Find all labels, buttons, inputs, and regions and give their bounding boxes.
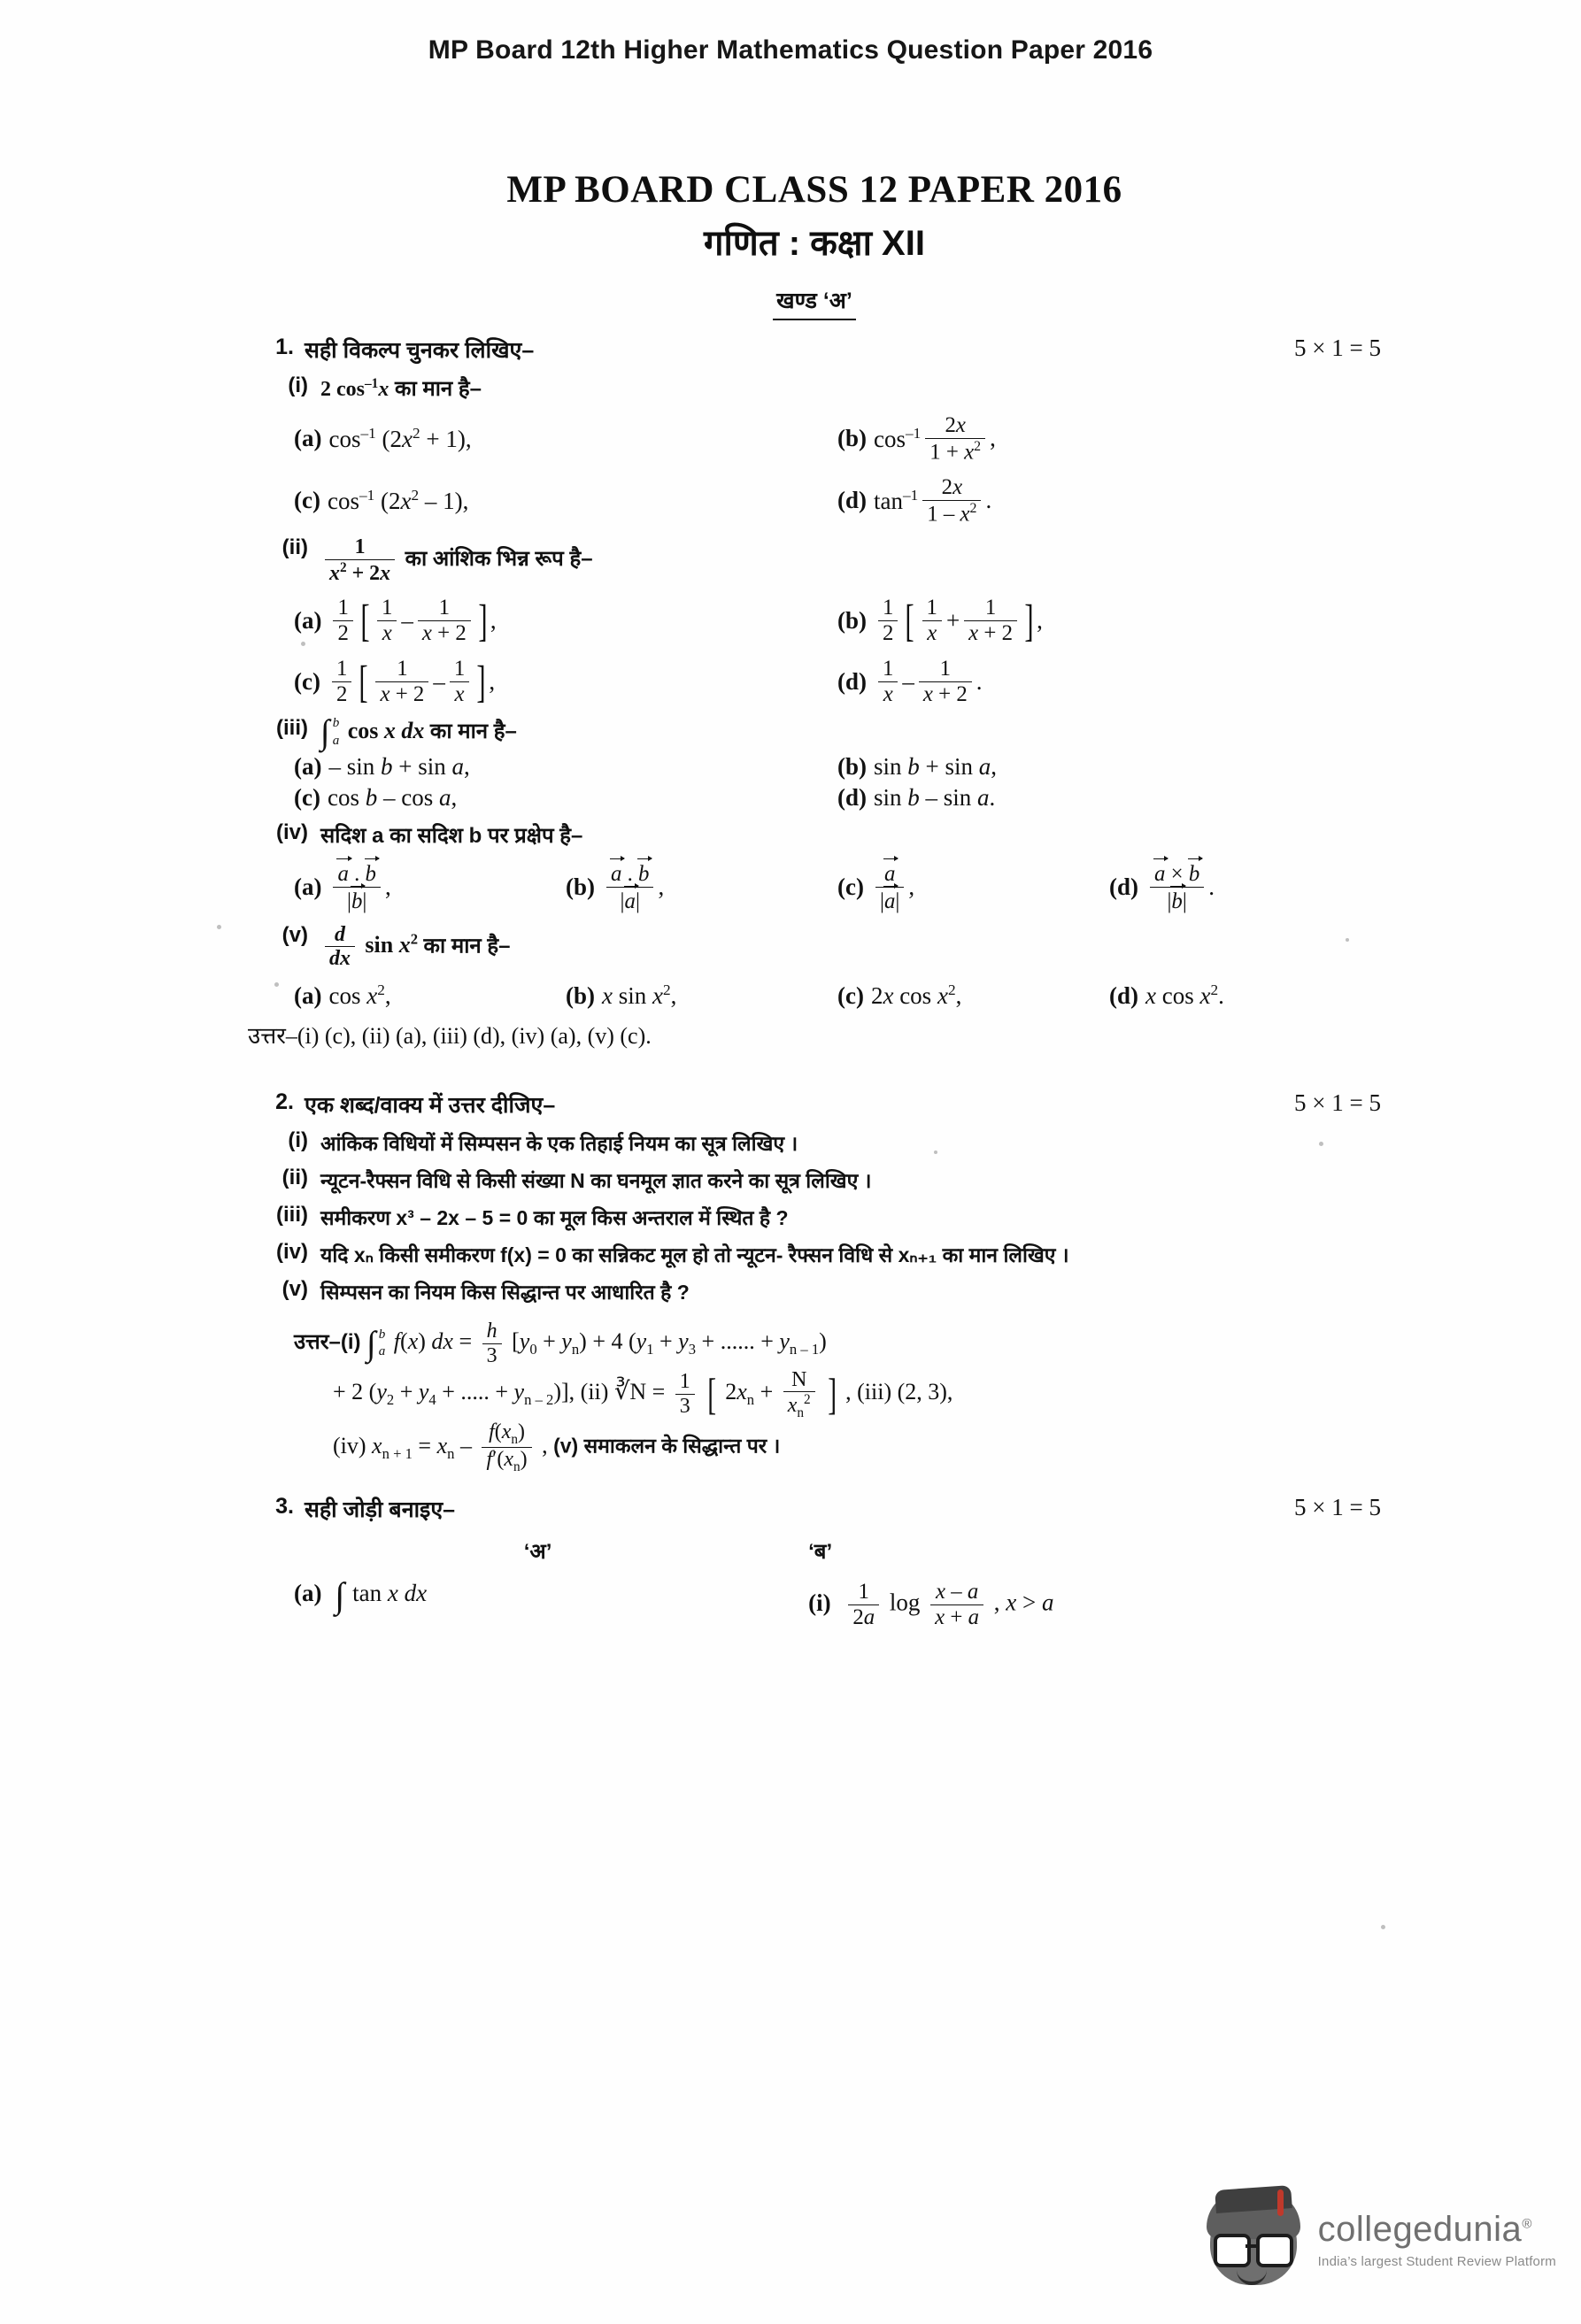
q1-item-ii-label: (ii) xyxy=(281,535,308,559)
q3-marks: 5 × 1 = 5 xyxy=(1294,1494,1381,1521)
q1-item-v: (v) $\frac{d}{dx}$ $\sin x^2$ का मान है– xyxy=(248,923,1381,972)
q3-row-b[interactable]: (i) $\frac{1}{2a}$ log $\frac{x - a}{x + a}$ , x > a xyxy=(808,1580,1054,1629)
q3-col-a-header: ‘अ’ xyxy=(523,1540,552,1565)
watermark-tagline: India’s largest Student Review Platform xyxy=(1317,2253,1556,2269)
q3-column-headers xyxy=(248,1536,1381,1566)
option-c[interactable]: (c) $\cos^{-1} (2x^2 - 1)$, xyxy=(294,486,469,514)
q1-item-i-stem-text: का मान है– xyxy=(395,377,482,401)
q2-item-iv-label: (iv) xyxy=(276,1240,308,1265)
q1-item-iv-label: (iv) xyxy=(276,820,308,844)
section-label-text: खण्ड ‘अ’ xyxy=(773,285,856,320)
q2-item-iii-label: (iii) xyxy=(276,1203,308,1227)
option-b[interactable]: (b) sin b + sin a, xyxy=(837,752,998,780)
q2-marks: 5 × 1 = 5 xyxy=(1294,1089,1381,1117)
option-d[interactable]: (d) $\frac{1}{x}$ – $\frac{1}{x + 2}$ . xyxy=(837,656,983,706)
q1-item-iii-stem-text: का मान है– xyxy=(429,719,517,743)
paper-title: MP BOARD CLASS 12 PAPER 2016 xyxy=(506,169,1122,211)
option-b[interactable]: (b) $\frac{a . b}{|a|}$ , xyxy=(566,861,665,913)
q2-item-iii-text: समीकरण x³ – 2x – 5 = 0 का मूल किस अन्तराल में स्थित है ? xyxy=(320,1206,789,1230)
option-d[interactable]: (d) x $\cos x^2$. xyxy=(1109,981,1224,1010)
q2-answer-iii: (iii) (2, 3), xyxy=(857,1379,953,1405)
q2-item-i xyxy=(248,1128,1381,1157)
q2-text: एक शब्द/वाक्य में उत्तर दीजिए– xyxy=(305,1093,556,1119)
q1-text: सही विकल्प चुनकर लिखिए– xyxy=(305,338,535,363)
q1-item-v-label: (v) xyxy=(281,922,308,947)
q2-item-ii xyxy=(248,1166,1381,1194)
q3-text: सही जोड़ी बनाइए– xyxy=(305,1497,456,1523)
q1-item-i-label: (i) xyxy=(288,373,308,397)
graduate-avatar-icon xyxy=(1201,2188,1306,2292)
option-a[interactable]: (a) $\frac{a . b}{|b|}$ , xyxy=(294,861,391,913)
q2-item-iii xyxy=(248,1203,1381,1231)
option-a[interactable]: (a) $\frac{1}{2}$ [ $\frac{1}{x}$ – $\frac{1}{x + 2}$ ] , xyxy=(294,596,497,647)
watermark-name-text: collegedunia xyxy=(1317,2209,1523,2249)
q1-item-ii: (ii) $\frac{1}{x^2 + 2x}$ का आंशिक भिन्न रूप है– xyxy=(248,535,1381,586)
q2-item-iv-text: यदि xₙ किसी समीकरण f(x) = 0 का सन्निकट मूल हो तो न्यूटन- रैफ्सन विधि से xₙ₊₁ का मान लिखिए । xyxy=(320,1243,1069,1267)
q1-item-ii-stem-text: का आंशिक भिन्न रूप है– xyxy=(405,547,593,572)
q1-item-i xyxy=(248,373,1381,403)
q1-item-i-stem: 2 $\cos^{-1}x$ का मान है– xyxy=(320,376,482,401)
q1-item-iii-options-row1 xyxy=(248,753,1381,781)
q1-item-v-options xyxy=(248,981,1381,1010)
q1-item-iii-label: (iii) xyxy=(276,715,308,740)
option-c[interactable]: (c) $\frac{1}{2}$ [ $\frac{1}{x + 2}$ – $\frac{1}{x}$ ] , xyxy=(294,656,496,707)
q1-item-ii-options-row1 xyxy=(248,596,1381,646)
q1-item-i-options-row2 xyxy=(248,475,1381,527)
q2-item-v-text: सिम्पसन का नियम किस सिद्धान्त पर आधारित है ? xyxy=(320,1281,690,1304)
q2-item-ii-label: (ii) xyxy=(281,1166,308,1190)
q1-item-v-stem-text: का मान है– xyxy=(423,933,511,958)
option-d[interactable]: (d) $\frac{a \times b}{|b|}$ . xyxy=(1109,861,1215,913)
option-a[interactable]: (a) $\cos^{-1} (2x^2 + 1)$, xyxy=(294,424,472,452)
q2-answer: उत्तर–(i) ∫ b a f(x) dx = $\frac{h}{3}$ $[y_0 + y_n) + 4$ ($y_1 + y_3$ + ...... + $y_{n - 1}$) + 2 ($y_2 + y_4$ + ..... + $y_{n - 2}$)], (ii) ∛N = $\frac{1}{3}$ [ $2x_n$ + $\frac{N}{x_n^2}$ ] , (iii) (2, 3), (iv) $x_{n + 1} = x_n$ – $\frac{f(x_n)}{f'(x_n)}$ , (v) समाकलन के सिद्धान्त पर । xyxy=(294,1319,953,1475)
question-1 xyxy=(248,335,1381,1050)
option-b[interactable]: (b) $\cos^{-1}$ $\frac{2x}{1 + x^2}$ , xyxy=(837,413,996,465)
q3-row-a[interactable]: (a) ∫ tan x dx xyxy=(294,1574,428,1615)
q3-col-b-header: ‘ब’ xyxy=(808,1540,833,1565)
watermark-tm: ® xyxy=(1522,2216,1532,2232)
q1-item-iv-stem-text: सदिश a का सदिश b पर प्रक्षेप है– xyxy=(320,823,583,848)
q2-item-i-label: (i) xyxy=(288,1128,308,1153)
q3-row xyxy=(248,1574,1381,1630)
option-a[interactable]: (a) $\cos x^2$, xyxy=(294,981,391,1010)
q2-item-i-text: आंकिक विधियों में सिम्पसन के एक तिहाई नियम का सूत्र लिखिए । xyxy=(320,1132,798,1156)
option-c[interactable]: (c) 2x $\cos x^2$, xyxy=(837,981,962,1010)
q1-answer: उत्तर–(i) (c), (ii) (a), (iii) (d), (iv) (a), (v) (c). xyxy=(248,1023,652,1050)
q1-item-i-options-row1 xyxy=(248,413,1381,465)
watermark-logo xyxy=(1201,2188,1556,2292)
q2-item-v xyxy=(248,1277,1381,1305)
q1-item-ii-options-row2 xyxy=(248,657,1381,707)
question-3 xyxy=(248,1494,1381,1630)
q2-answer-tail: (v) समाकलन के सिद्धान्त पर । xyxy=(553,1434,781,1458)
q2-answer-prefix: उत्तर–(i) xyxy=(294,1330,361,1355)
q2-item-ii-text: न्यूटन-रैफ्सन विधि से किसी संख्या N का घनमूल ज्ञात करने का सूत्र लिखिए । xyxy=(320,1169,872,1193)
option-d[interactable]: (d) $\tan^{-1}$ $\frac{2x}{1 - x^2}$ . xyxy=(837,474,992,526)
q2-item-v-label: (v) xyxy=(281,1277,308,1302)
option-a[interactable]: (a) – sin b + sin a, xyxy=(294,752,470,780)
q2-item-iv xyxy=(248,1240,1381,1268)
watermark-name xyxy=(1317,2209,1556,2249)
q1-item-iii-options-row2 xyxy=(248,784,1381,812)
section-label xyxy=(248,285,1381,320)
option-b[interactable]: (b) $\frac{1}{2}$ [ $\frac{1}{x}$ + $\frac{1}{x + 2}$ ] , xyxy=(837,596,1043,647)
q1-number: 1. xyxy=(275,335,294,359)
q3-number: 3. xyxy=(275,1494,294,1520)
paper-subtitle: गणित : कक्षा XII xyxy=(704,224,925,263)
q2-number: 2. xyxy=(275,1089,294,1115)
q1-marks: 5 × 1 = 5 xyxy=(1294,335,1381,361)
q1-item-iv xyxy=(248,820,1381,850)
q1-item-iv-options xyxy=(248,860,1381,914)
question-paper-body xyxy=(248,168,1381,1630)
question-2 xyxy=(248,1089,1381,1474)
page-header: MP Board 12th Higher Mathematics Question Paper 2016 xyxy=(428,35,1153,65)
option-d[interactable]: (d) sin b – sin a. xyxy=(837,783,996,811)
option-c[interactable]: (c) $\frac{a}{|a|}$ , xyxy=(837,861,915,913)
option-b[interactable]: (b) x $\sin x^2$, xyxy=(566,981,677,1010)
q1-item-iii: (iii) ∫ b a cos x dx का मान है– xyxy=(248,716,1381,748)
option-c[interactable]: (c) cos b – cos a, xyxy=(294,783,458,811)
